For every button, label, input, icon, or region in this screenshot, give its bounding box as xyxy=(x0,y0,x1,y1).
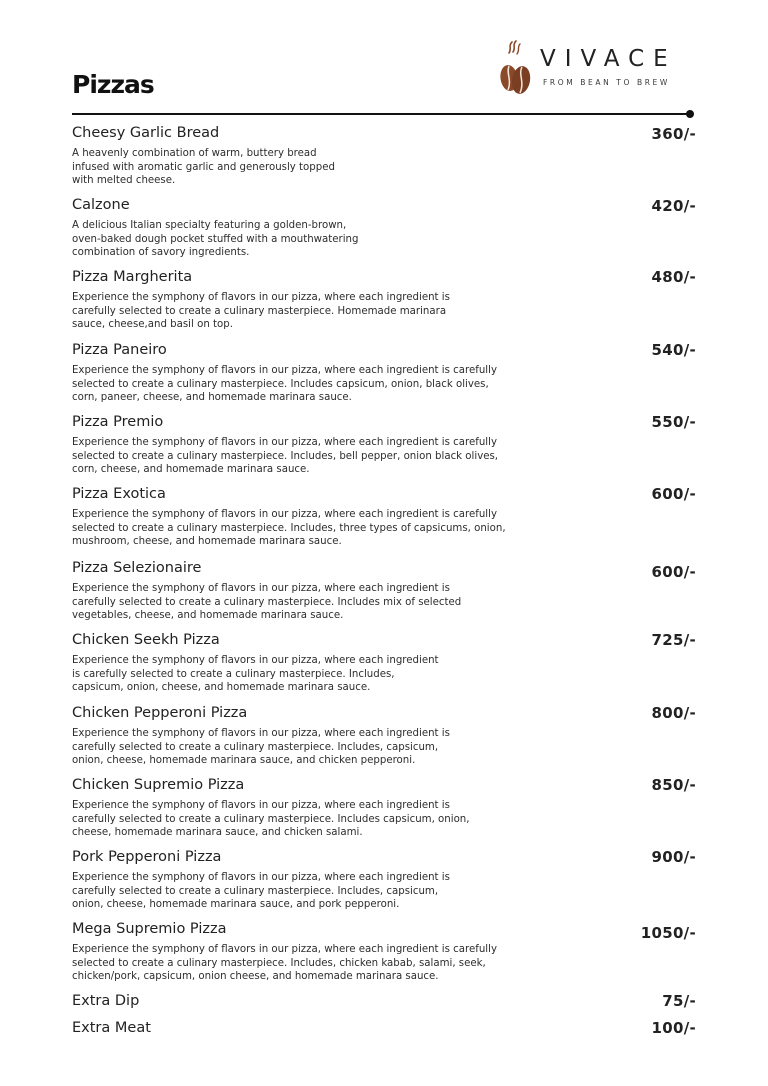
description-line: is carefully selected to create a culinary masterpiece. Includes, xyxy=(72,668,395,680)
item-price: 600/- xyxy=(651,485,696,503)
item-price: 540/- xyxy=(651,341,696,359)
brand-tagline: FROM BEAN TO BREW xyxy=(543,78,670,87)
item-description xyxy=(72,727,696,768)
description-line: onion, cheese, homemade marinara sauce, and pork pepperoni. xyxy=(72,899,400,911)
item-description xyxy=(72,871,696,912)
description-line: carefully selected to create a culinary masterpiece. Homemade marinara xyxy=(72,305,447,317)
description-line: selected to create a culinary masterpiece. Includes capsicum, onion, black olives, xyxy=(72,378,489,390)
brand-name: VIVACE xyxy=(540,46,677,72)
item-name: Calzone xyxy=(72,197,130,213)
description-line: Experience the symphony of flavors in our pizza, where each ingredient is carefully xyxy=(72,509,497,520)
menu-item xyxy=(72,485,696,549)
header-divider xyxy=(72,113,689,115)
item-description xyxy=(72,364,696,405)
item-description xyxy=(72,219,696,260)
menu-item xyxy=(72,631,696,695)
item-description xyxy=(72,654,696,695)
menu-item xyxy=(72,704,696,768)
item-price: 75/- xyxy=(662,992,696,1010)
item-name: Pizza Margherita xyxy=(72,269,193,285)
item-price: 850/- xyxy=(651,776,696,794)
item-price: 900/- xyxy=(651,848,696,866)
item-name: Pizza Paneiro xyxy=(72,342,167,358)
description-line: corn, cheese, and homemade marinara sauce. xyxy=(72,464,310,476)
description-line: Experience the symphony of flavors in our pizza, where each ingredient is xyxy=(72,728,450,739)
description-line: infused with aromatic garlic and generously topped xyxy=(72,161,335,173)
item-description xyxy=(72,508,696,549)
menu-item xyxy=(72,124,696,188)
item-name: Pizza Premio xyxy=(72,414,164,430)
item-description xyxy=(72,436,696,477)
description-line: carefully selected to create a culinary masterpiece. Includes mix of selected xyxy=(72,596,462,608)
description-line: oven-baked dough pocket stuffed with a mouthwatering xyxy=(72,233,359,245)
item-name: Extra Dip xyxy=(72,993,140,1009)
item-name: Pork Pepperoni Pizza xyxy=(72,849,222,865)
description-line: selected to create a culinary masterpiece. Includes, bell pepper, onion black olives, xyxy=(72,450,499,462)
item-name: Cheesy Garlic Bread xyxy=(72,125,220,141)
description-line: onion, cheese, homemade marinara sauce, and chicken pepperoni. xyxy=(72,755,416,767)
item-name: Chicken Pepperoni Pizza xyxy=(72,705,248,721)
menu-item xyxy=(72,992,696,1010)
description-line: Experience the symphony of flavors in our pizza, where each ingredient is carefully xyxy=(72,437,497,448)
description-line: corn, paneer, cheese, and homemade marinara sauce. xyxy=(72,392,352,404)
item-description xyxy=(72,291,696,332)
menu-item xyxy=(72,776,696,840)
description-line: chicken/pork, capsicum, onion cheese, and homemade marinara sauce. xyxy=(72,971,439,983)
description-line: selected to create a culinary masterpiece. Includes, chicken kabab, salami, seek, xyxy=(72,957,486,969)
description-line: Experience the symphony of flavors in our pizza, where each ingredient xyxy=(72,655,439,666)
description-line: Experience the symphony of flavors in our pizza, where each ingredient is carefully xyxy=(72,944,497,955)
brand-logo xyxy=(498,40,688,100)
item-price: 725/- xyxy=(651,631,696,649)
description-line: capsicum, onion, cheese, and homemade marinara sauce. xyxy=(72,682,371,694)
item-description xyxy=(72,799,696,840)
item-name: Chicken Seekh Pizza xyxy=(72,632,220,648)
menu-item xyxy=(72,559,696,623)
description-line: selected to create a culinary masterpiece. Includes, three types of capsicums, onion, xyxy=(72,522,506,534)
item-price: 1050/- xyxy=(640,924,696,942)
item-price: 360/- xyxy=(651,125,696,143)
item-name: Pizza Exotica xyxy=(72,486,166,502)
description-line: vegetables, cheese, and homemade marinara sauce. xyxy=(72,610,344,622)
item-name: Mega Supremio Pizza xyxy=(72,921,227,937)
item-price: 100/- xyxy=(651,1019,696,1037)
description-line: Experience the symphony of flavors in our pizza, where each ingredient is xyxy=(72,800,450,811)
coffee-bean-icon xyxy=(498,40,534,98)
description-line: A heavenly combination of warm, buttery bread xyxy=(72,148,317,159)
description-line: Experience the symphony of flavors in our pizza, where each ingredient is xyxy=(72,583,450,594)
item-price: 600/- xyxy=(651,563,696,581)
description-line: sauce, cheese,and basil on top. xyxy=(72,319,233,331)
description-line: carefully selected to create a culinary masterpiece. Includes capsicum, onion, xyxy=(72,813,470,825)
description-line: with melted cheese. xyxy=(72,175,176,187)
page-title: Pizzas xyxy=(72,70,154,99)
item-description xyxy=(72,147,696,188)
description-line: A delicious Italian specialty featuring a golden-brown, xyxy=(72,220,347,231)
description-line: Experience the symphony of flavors in our pizza, where each ingredient is xyxy=(72,292,450,303)
menu-item xyxy=(72,1019,696,1037)
item-price: 420/- xyxy=(651,197,696,215)
item-price: 800/- xyxy=(651,704,696,722)
divider-dot xyxy=(686,110,694,118)
menu-item xyxy=(72,920,696,984)
item-name: Chicken Supremio Pizza xyxy=(72,777,245,793)
item-price: 480/- xyxy=(651,268,696,286)
item-name: Pizza Selezionaire xyxy=(72,560,202,576)
description-line: carefully selected to create a culinary masterpiece. Includes, capsicum, xyxy=(72,885,439,897)
menu-item xyxy=(72,848,696,912)
description-line: Experience the symphony of flavors in our pizza, where each ingredient is carefully xyxy=(72,365,497,376)
menu-item xyxy=(72,268,696,332)
item-description xyxy=(72,582,696,623)
item-description xyxy=(72,943,696,984)
menu-item xyxy=(72,196,696,260)
menu-item xyxy=(72,341,696,405)
menu-item xyxy=(72,413,696,477)
description-line: carefully selected to create a culinary masterpiece. Includes, capsicum, xyxy=(72,741,439,753)
item-price: 550/- xyxy=(651,413,696,431)
description-line: combination of savory ingredients. xyxy=(72,247,250,259)
description-line: mushroom, cheese, and homemade marinara sauce. xyxy=(72,536,342,548)
description-line: cheese, homemade marinara sauce, and chicken salami. xyxy=(72,827,363,839)
description-line: Experience the symphony of flavors in our pizza, where each ingredient is xyxy=(72,872,450,883)
item-name: Extra Meat xyxy=(72,1020,151,1036)
